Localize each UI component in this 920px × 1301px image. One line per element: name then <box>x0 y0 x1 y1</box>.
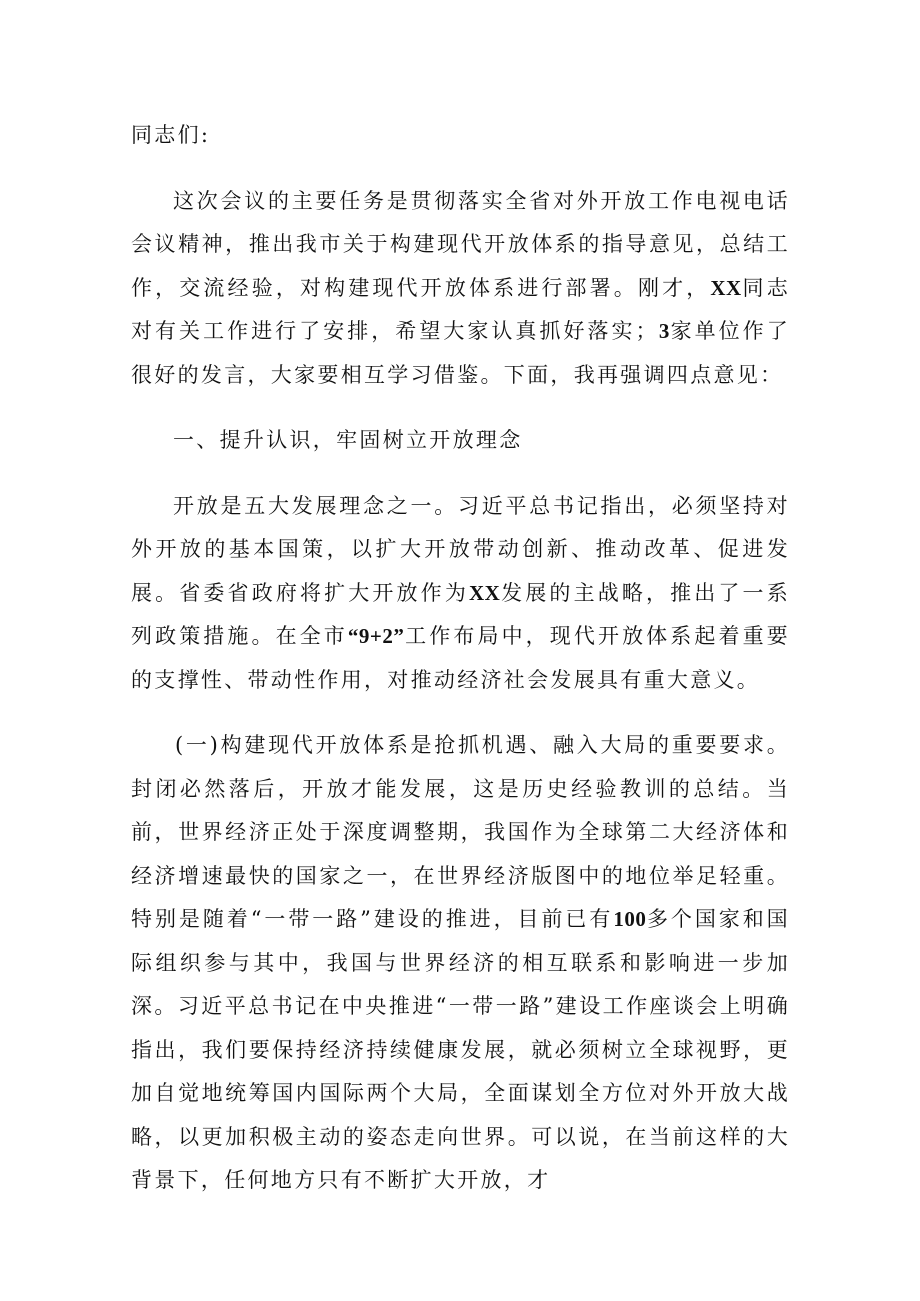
text-run-bold: 100 <box>613 907 647 931</box>
text-run: 这次会议的主要任务是贯彻落实全省对外开放工作电视电话会议精神，推出我市关于构建现代开放体系的指导意见，总结工作，交流经验，对构建现代开放体系进行部署。刚才， <box>131 188 790 300</box>
text-run: 多个国家和国际组织参与其中，我国与世界经济的相互联系和影响进一步加深。习近平总书记在中央推进“一带一路”建设工作座谈会上明确指出，我们要保持经济持续健康发展，就必须树立全球视野，更加自觉地统筹国内国际两个大局，全面谋划全方位对外开放大战略，以更加积极主动的姿态走向世界。可以说，在当前这样的大背景下，任何地方只有不断扩大开放，才 <box>131 907 790 1192</box>
text-run-bold: XX <box>710 275 742 300</box>
text-run: (一)构建现代开放体系是抢抓机遇、融入大局的重要要求。封闭必然落后，开放才能发展，这是历史经验教训的总结。当前，世界经济正处于深度调整期，我国作为全球第二大经济体和经济增速最快的国家之一，在世界经济版图中的地位举足轻重。特别是随着“一带一路”建设的推进，目前已有 <box>131 733 790 931</box>
text-run: 同志对有关工作进行了安排，希望大家认真抓好落实； <box>131 275 790 343</box>
text-run-bold: 3 <box>658 319 670 343</box>
section-heading-text: 一、提升认识，牢固树立开放理念 <box>173 428 523 452</box>
text-run-bold: XX <box>468 580 501 605</box>
text-run: 开放是五大发展理念之一。习近平总书记指出，必须坚持对外开放的基本国策，以扩大开放带动创新、推动改革、促进发展。省委省政府将扩大开放作为 <box>131 493 790 605</box>
text-run: 工作布局中，现代开放体系起着重要的支撑性、带动性作用，对推动经济社会发展具有重大意义。 <box>131 624 790 692</box>
text-run-bold: “9+2” <box>347 624 405 648</box>
section-heading <box>131 419 790 463</box>
text-run: 发展的主战略，推出了一系列政策措施。在全市 <box>131 580 790 648</box>
text-run: 家单位作了很好的发言，大家要相互学习借鉴。下面，我再强调四点意见： <box>131 319 790 387</box>
salutation: 同志们: <box>131 123 211 147</box>
paragraph-intro <box>131 180 790 398</box>
document-body <box>131 114 790 1225</box>
paragraph-openness <box>131 485 790 703</box>
paragraph-point-one <box>131 724 790 1203</box>
